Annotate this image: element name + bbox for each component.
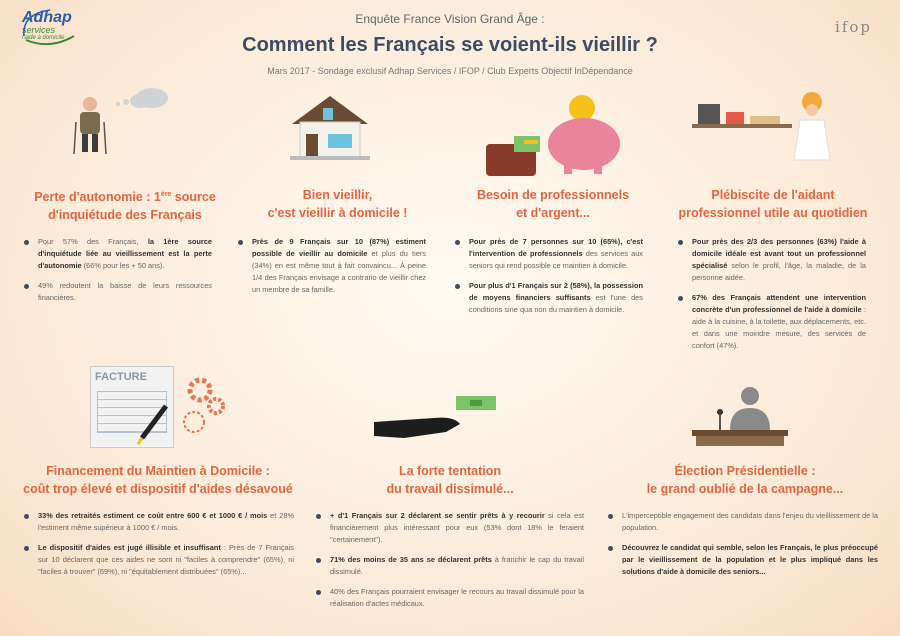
- list-item: 33% des retraités estiment ce coût entre 600 € et 1000 € / mois et 28% l'estiment même supérieur à 1000 € / mois.: [22, 510, 294, 534]
- list-item: Pour plus d'1 Français sur 2 (58%), la possession de moyens financiers suffisants est l'une des conditions sine qua non du maintien à domicile.: [453, 280, 643, 316]
- list-item: L'imperceptible engagement des candidats dans l'enjeu du vieillissement de la population.: [606, 510, 878, 534]
- adhap-logo: Adhap services l'aide à domicile: [22, 9, 72, 41]
- section-bullets-vieillir: [236, 236, 426, 304]
- header-kicker: Enquête France Vision Grand Âge :: [355, 12, 545, 26]
- section-title-travail-dissimule: La forte tentation du travail dissimulé...: [386, 464, 514, 496]
- list-item: Découvrez le candidat qui semble, selon les Français, le plus préoccupé par le vieillissement de la population et le plus impliqué dans les solutions d'aide à domicile des seniors...: [606, 542, 878, 578]
- section-title-election: Élection Présidentielle : le grand oublié de la campagne...: [646, 464, 844, 496]
- invoice-icon: FACTURE: [90, 366, 174, 448]
- header-subtitle: Mars 2017 - Sondage exclusif Adhap Services / IFOP / Club Experts Objectif InDépendance: [267, 66, 633, 76]
- section-title-professionnels: Besoin de professionnels et d'argent...: [476, 188, 630, 220]
- list-item: Le dispositif d'aides est jugé illisible et insuffisant : Près de 7 Français sur 10 déclarent que ces aides ne sont ni "faciles à comprendre" (65%), ni "faciles à trouver" (69%), ni "équitablement distribuées" (65%)...: [22, 542, 294, 578]
- section-bullets-autonomie: [22, 236, 212, 312]
- section-bullets-financement: [22, 510, 294, 586]
- hand-money-icon: [374, 394, 504, 448]
- section-title-aidant: Plébiscite de l'aidant professionnel utile au quotidien: [678, 188, 868, 220]
- list-item: Pour 57% des Français, la 1ère source d'inquiétude liée au vieillissement est la perte d'autonomie (66% pour les + 50 ans).: [22, 236, 212, 272]
- section-bullets-election: [606, 510, 878, 586]
- list-item: 71% des moins de 35 ans se déclarent prêts à franchir le cap du travail dissimulé.: [314, 554, 584, 578]
- list-item: Pour près de 7 personnes sur 10 (65%), c'est l'intervention de professionnels des services aux seniors qui rend possible ce maintien à domicile.: [453, 236, 643, 272]
- list-item: Pour près des 2/3 des personnes (63%) l'aide à domicile idéale est avant tout un professionnel spécialisé selon le profil, l'âge, la maladie, de la personne aidée.: [676, 236, 866, 284]
- elderly-man-icon: [70, 82, 180, 157]
- election-podium-icon: [690, 382, 790, 452]
- piggy-bank-wallet-icon: [484, 94, 624, 180]
- list-item: + d'1 Français sur 2 déclarent se sentir prêts à y recourir si cela est financièrement plus intéressant pour eux (53% dont 18% le feraient "certainement").: [314, 510, 584, 546]
- list-item: 49% redoutent la baisse de leurs ressources financières.: [22, 280, 212, 304]
- section-title-financement: Financement du Maintien à Domicile : coût trop élevé et dispositif d'aides désavoué: [23, 464, 293, 496]
- section-bullets-aidant: [676, 236, 866, 360]
- list-item: 40% des Français pourraient envisager le recours au travail dissimulé pour la réalisation d'actes médicaux.: [314, 586, 584, 610]
- section-bullets-travail-dissimule: [314, 510, 584, 618]
- page-title: Comment les Français se voient-ils vieillir ?: [242, 34, 658, 56]
- section-title-autonomie: Perte d'autonomie : 1ère source d'inquiétude des Français: [34, 190, 216, 223]
- section-title-vieillir: Bien vieillir, c'est vieillir à domicile !: [267, 188, 408, 220]
- list-item: 67% des Français attendent une intervention concrète d'un professionnel de l'aide à domicile : aide à la cuisine, à la toilette, aux déplacements, etc. et dans une moindre mesure, des services de confort (47%).: [676, 292, 866, 352]
- gears-pen-icon: [136, 370, 236, 450]
- kitchen-helper-icon: [692, 90, 842, 160]
- section-bullets-professionnels: [453, 236, 643, 324]
- house-icon: [290, 94, 370, 160]
- list-item: Près de 9 Français sur 10 (87%) estiment possible de vieillir au domicile et plus du tiers (34%) en est même tout à fait convaincu... À peine 1/4 des Français envisage a contrario de vieillir chez un membre de sa famille.: [236, 236, 426, 296]
- ifop-logo: ifop: [835, 18, 872, 36]
